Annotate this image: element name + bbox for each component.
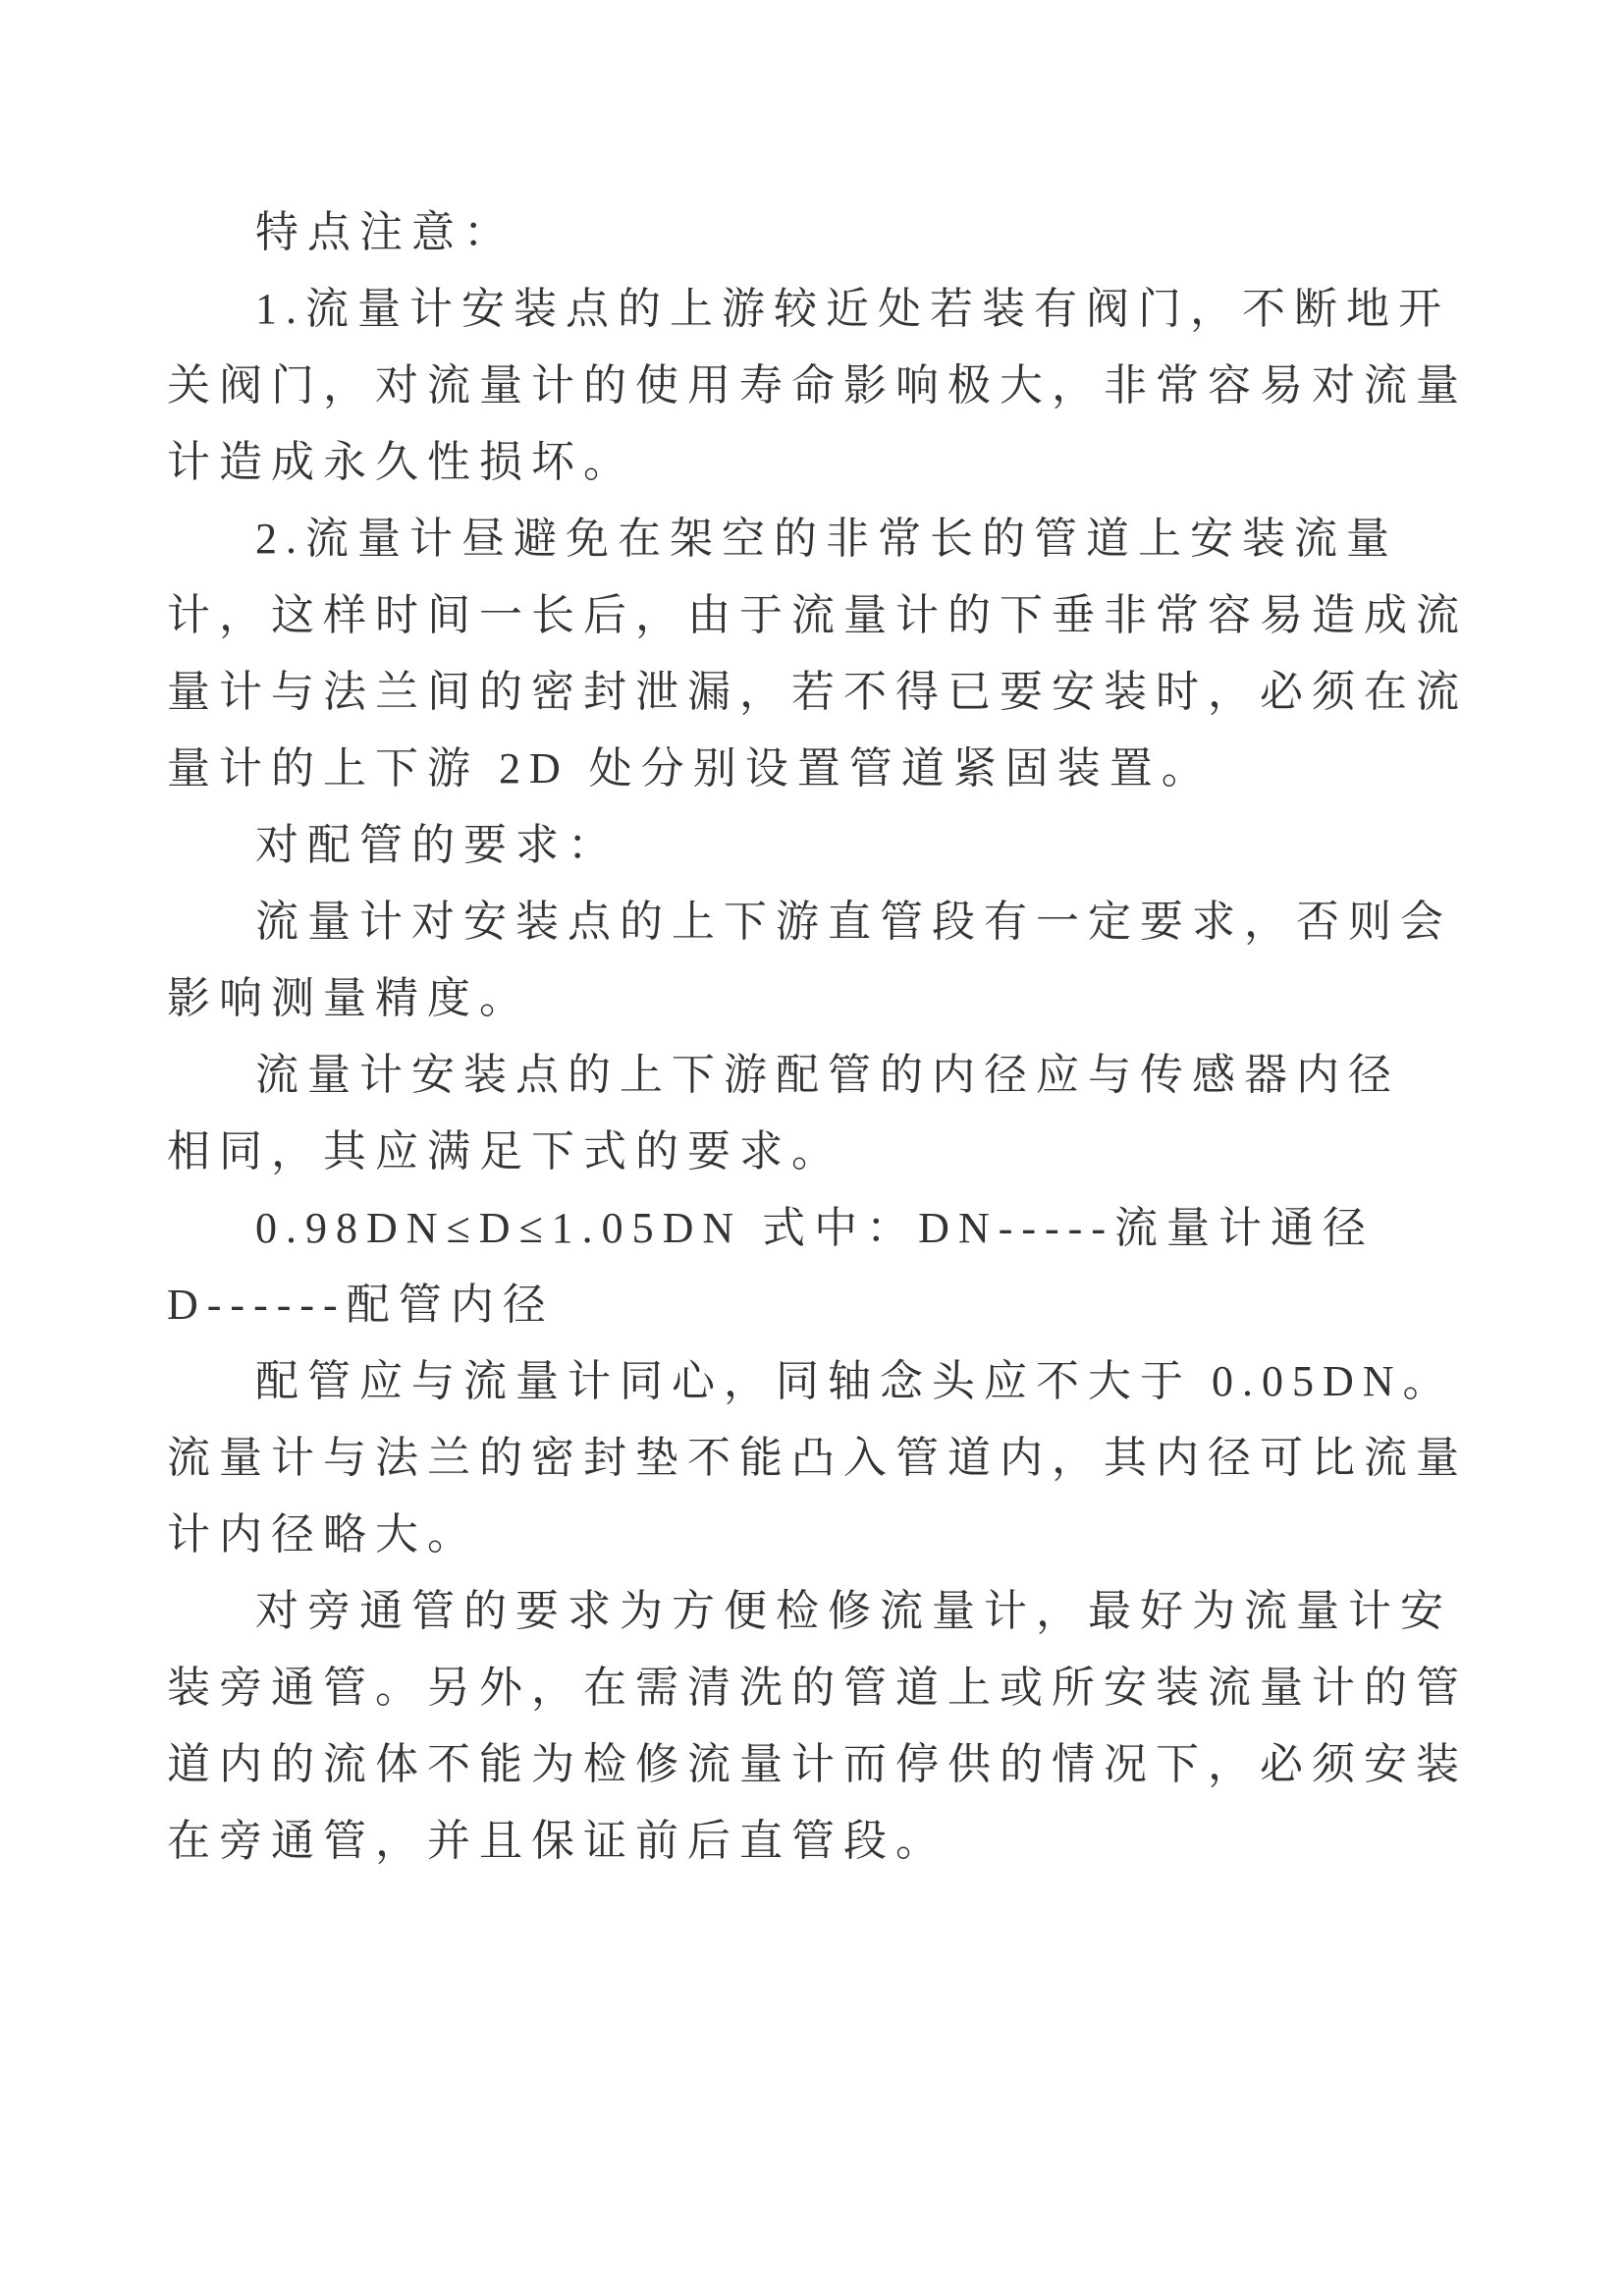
text-line: 0.98DN≤D≤1.05DN 式中：DN-----流量计通径 bbox=[255, 1204, 1375, 1252]
text-line: 1.流量计安装点的上游较近处若装有阀门，不断地开 bbox=[255, 285, 1450, 333]
text-line: 对配管的要求： bbox=[255, 821, 620, 869]
text-line: 影响测量精度。 bbox=[167, 974, 531, 1022]
text-line: 计造成永久性损坏。 bbox=[167, 438, 635, 486]
text-line: 关阀门，对流量计的使用寿命影响极大，非常容易对流量 bbox=[167, 361, 1468, 410]
document-body bbox=[167, 194, 1466, 1880]
text-line: 特点注意： bbox=[255, 208, 515, 256]
text-line: 相同，其应满足下式的要求。 bbox=[167, 1127, 843, 1175]
text-line: 道内的流体不能为检修流量计而停供的情况下，必须安装 bbox=[167, 1740, 1468, 1788]
text-line: 流量计与法兰的密封垫不能凸入管道内，其内径可比流量 bbox=[167, 1434, 1468, 1482]
text-line: 对旁通管的要求为方便检修流量计，最好为流量计安 bbox=[255, 1587, 1452, 1635]
text-line: 计内径略大。 bbox=[167, 1510, 479, 1558]
text-line: D------配管内径 bbox=[167, 1281, 555, 1329]
text-line: 计，这样时间一长后，由于流量计的下垂非常容易造成流 bbox=[167, 591, 1468, 639]
text-line: 配管应与流量计同心，同轴念头应不大于 0.05DN。 bbox=[255, 1357, 1455, 1405]
text-line: 流量计安装点的上下游配管的内径应与传感器内径 bbox=[255, 1051, 1400, 1099]
text-line: 2.流量计昼避免在架空的非常长的管道上安装流量 bbox=[255, 515, 1398, 563]
text-line: 量计的上下游 2D 处分别设置管道紧固装置。 bbox=[167, 744, 1214, 793]
text-line: 流量计对安装点的上下游直管段有一定要求，否则会 bbox=[255, 898, 1452, 946]
text-line: 装旁通管。另外，在需清洗的管道上或所安装流量计的管 bbox=[167, 1664, 1468, 1712]
text-line: 量计与法兰间的密封泄漏，若不得已要安装时，必须在流 bbox=[167, 668, 1468, 716]
text-line: 在旁通管，并且保证前后直管段。 bbox=[167, 1817, 947, 1865]
